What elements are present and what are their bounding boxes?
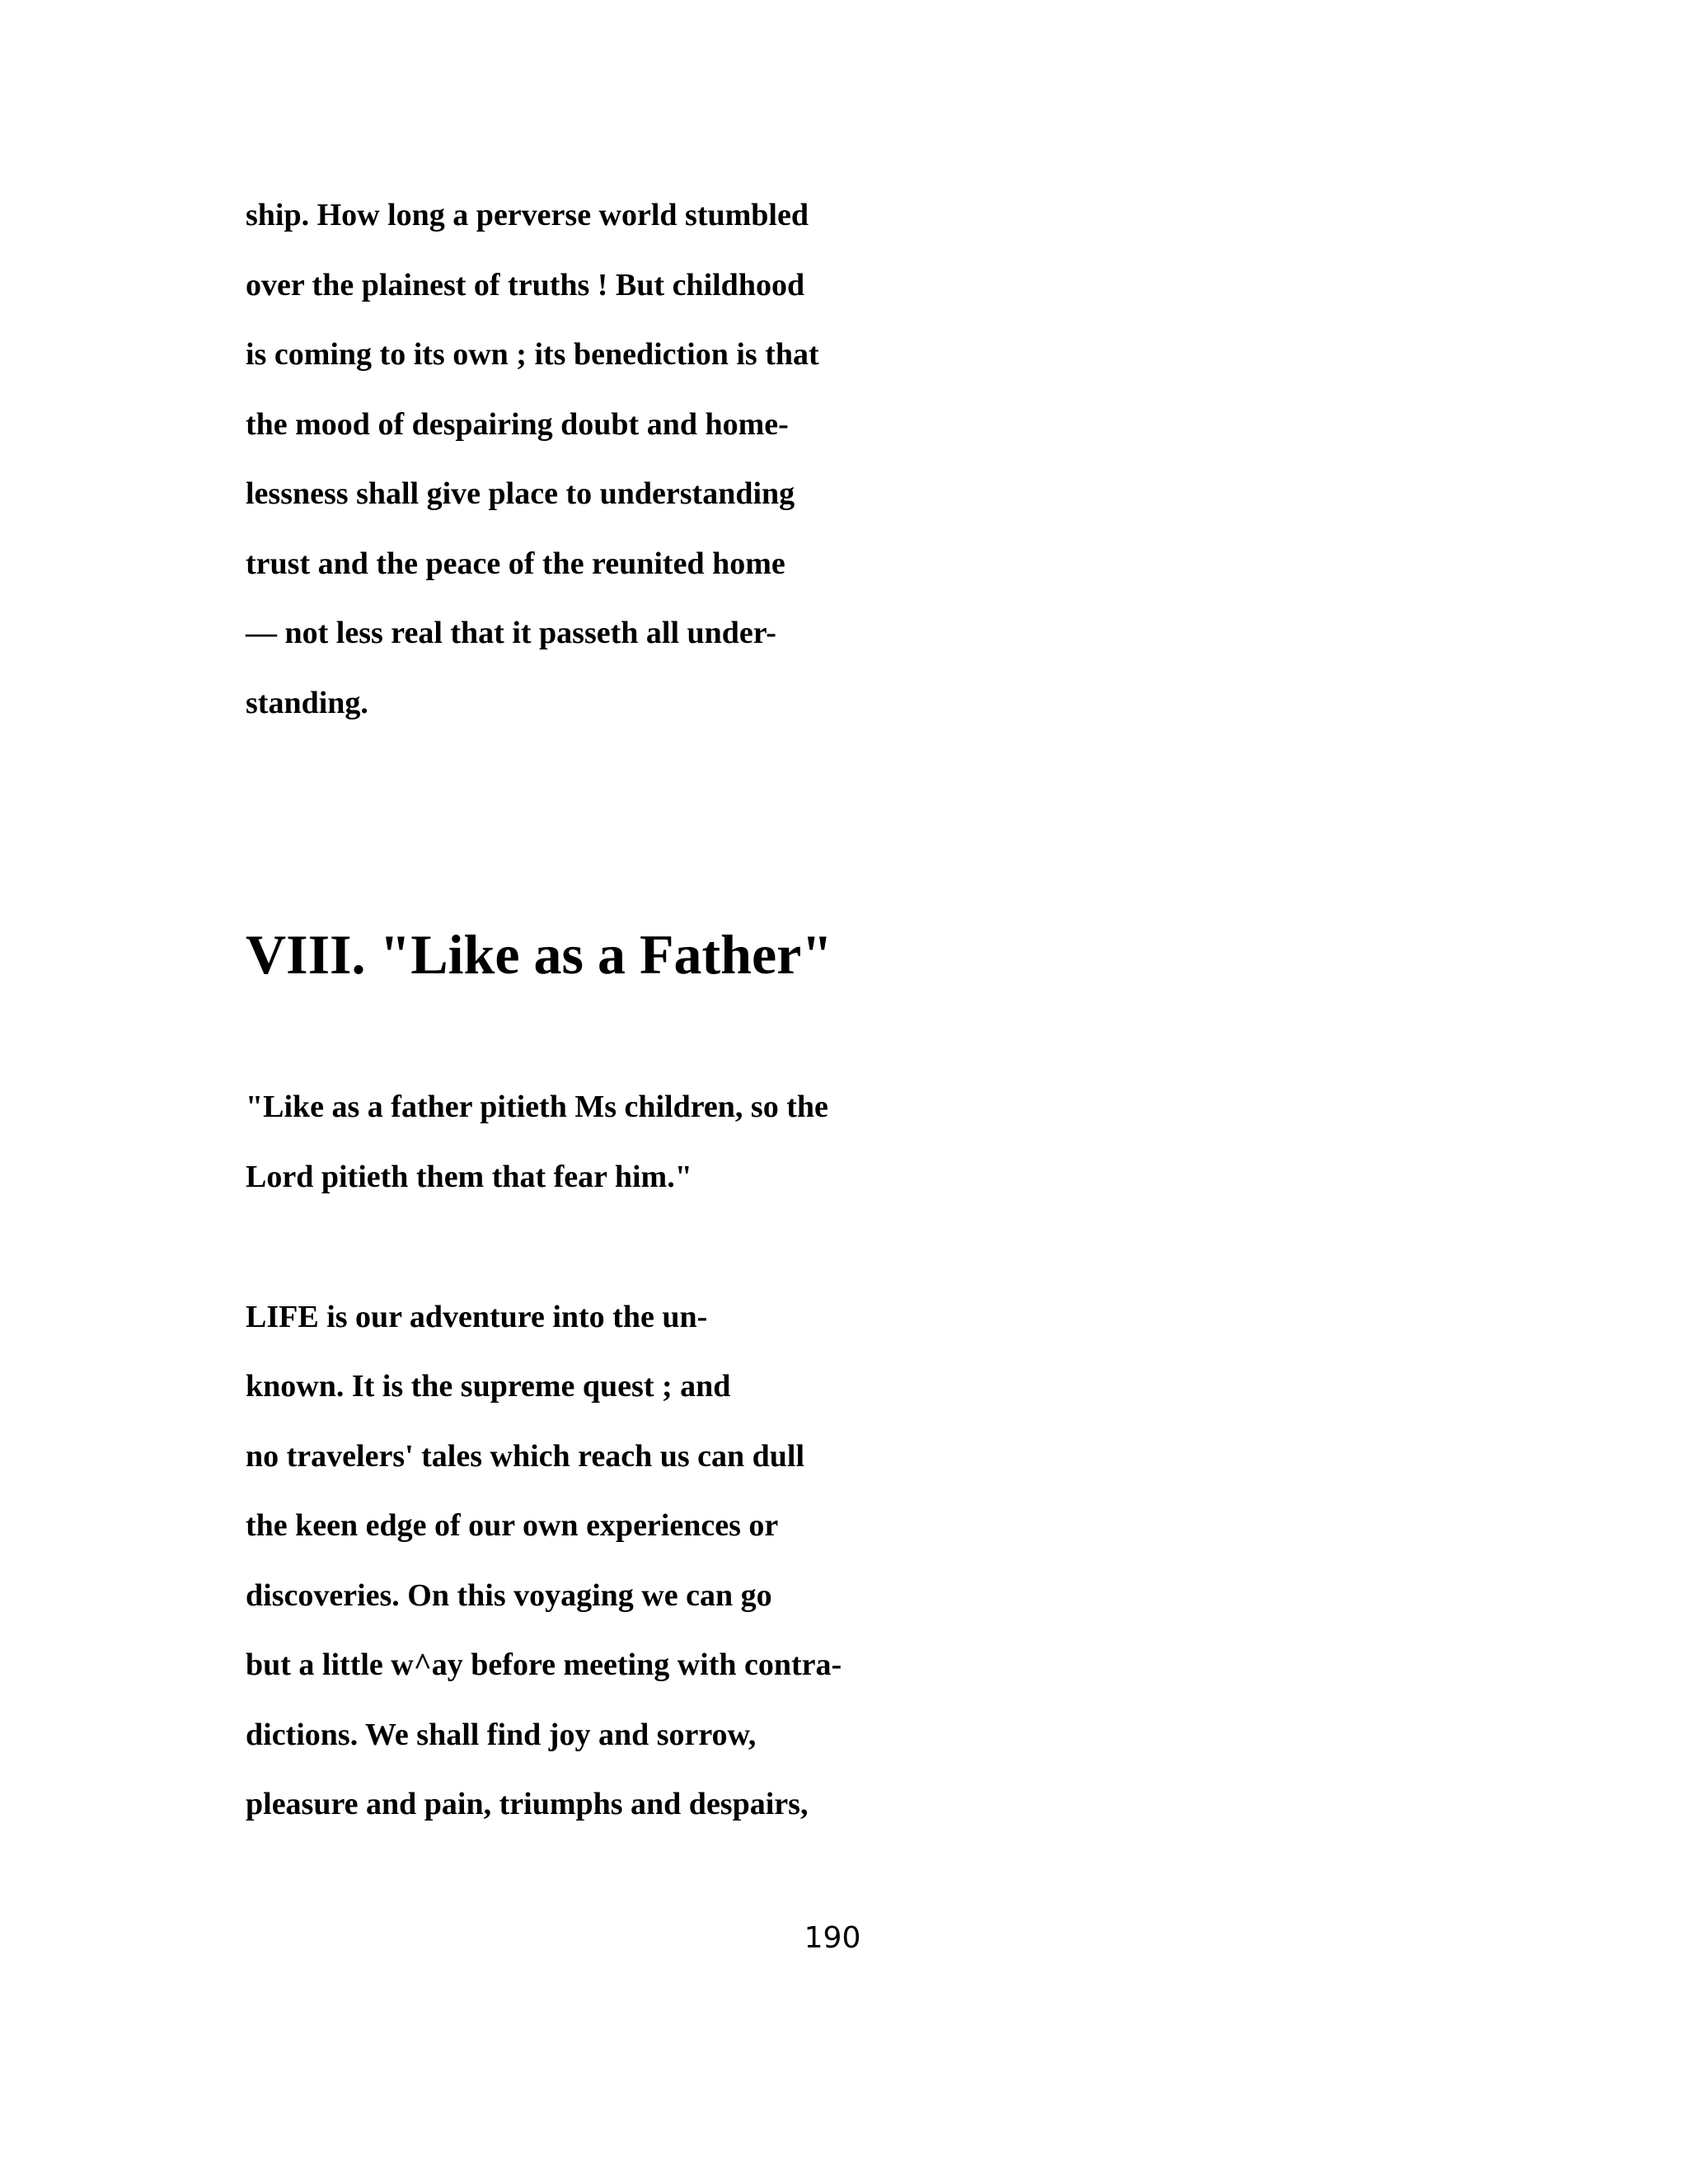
chapter-heading: VIII. "Like as a Father" <box>246 923 833 986</box>
text-line: ship. How long a perverse world stumbled <box>246 198 809 232</box>
page-number: 190 <box>804 1921 861 1955</box>
text-line: LIFE is our adventure into the un- <box>246 1300 708 1334</box>
text-line: known. It is the supreme quest ; and <box>246 1369 731 1404</box>
text-line: discoveries. On this voyaging we can go <box>246 1578 772 1613</box>
text-line: the keen edge of our own experiences or <box>246 1508 779 1543</box>
text-line: trust and the peace of the reunited home <box>246 546 785 581</box>
text-line: but a little w^ay before meeting with contra- <box>246 1647 842 1682</box>
text-line: dictions. We shall find joy and sorrow, <box>246 1718 757 1752</box>
text-line: the mood of despairing doubt and home- <box>246 407 789 442</box>
text-line: no travelers' tales which reach us can dull <box>246 1439 805 1474</box>
text-line: lessness shall give place to understanding <box>246 476 795 511</box>
text-line: pleasure and pain, triumphs and despairs, <box>246 1787 809 1821</box>
epigraph-line: "Like as a father pitieth Ms children, so the <box>246 1090 828 1124</box>
epigraph-line: Lord pitieth them that fear him." <box>246 1160 692 1194</box>
text-line: — not less real that it passeth all under- <box>246 616 776 650</box>
text-line: over the plainest of truths ! But childhood <box>246 268 805 302</box>
text-line: is coming to its own ; its benediction is that <box>246 337 819 372</box>
text-line: standing. <box>246 686 368 720</box>
